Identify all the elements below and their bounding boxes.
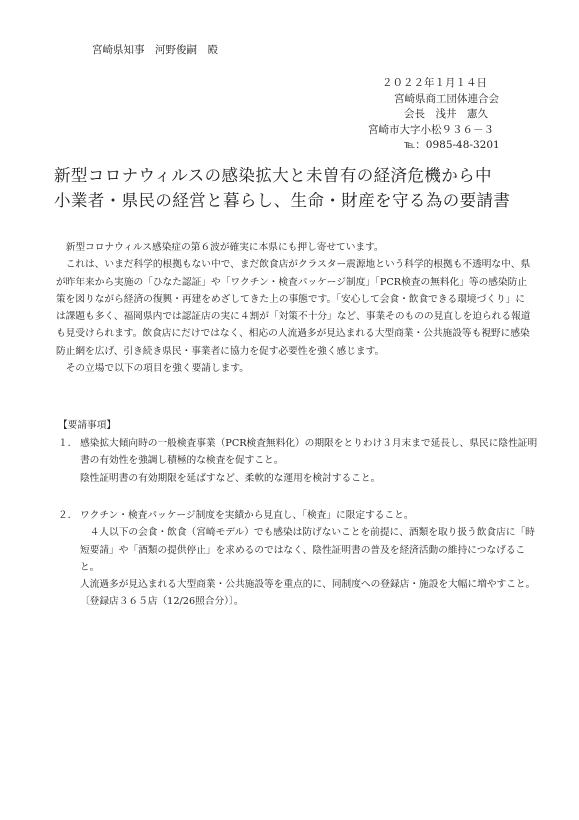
requests-header: 【要請事項】 bbox=[58, 420, 117, 431]
request-2-paragraph-1: ワクチン・検査パッケージ制度を実績から見直し、「検査」に限定すること。 bbox=[80, 510, 414, 521]
request-number: １． bbox=[58, 438, 78, 449]
request-1-paragraph-2: 陰性証明書の有効期限を延ばすなど、柔軟的な運用を検討すること。 bbox=[80, 472, 381, 484]
request-1-paragraph-1: 感染拡大傾向時の一般検査事業（PCR検査無料化）の期限をとりわけ３月末まで延長し、県民に陰性証明書の有効性を強調し積極的な検査を促すこと。 bbox=[80, 438, 538, 467]
letter-body bbox=[56, 239, 534, 377]
document-title bbox=[54, 163, 544, 213]
body-paragraph-2: これは、いまだ科学的根拠もない中で、まだ飲食店がクラスター震源地という科学的根拠も不透明な中、県が昨年来から実施の「ひなた認証」や「ワクチン・検査パッケージ制度」「PCR検査の無料化」等の感染防止策を図りながら経済の復興・再建をめざしてきた上の事態です。「安心して会食・飲食できる環境づくり」には課題も多く、福岡県内では認証店の実に４割が「対策不十分」など、事業そのものの見直しを迫られる報道も見受けられます。飲食店にだけではなく、相応の人流過多が見込まれる大型商業・公共施設等も視野に感染防止網を広げ、引き続き県民・事業者に協力を促す必要性を強く感じます。 bbox=[56, 259, 531, 357]
letter-date: ２０２２年１月１４日 bbox=[382, 77, 487, 89]
addressee: 宮崎県知事 河野俊嗣 殿 bbox=[92, 44, 218, 56]
sender-address: 宮崎市大字小松９３６－３ bbox=[368, 123, 494, 136]
sender-tel: ℡：0985-48-3201 bbox=[404, 139, 500, 151]
request-item-1 bbox=[58, 435, 538, 487]
body-paragraph-1: 新型コロナウィルス感染症の第６波が確実に本県にも押し寄せています。 bbox=[65, 242, 384, 253]
request-2-paragraph-2: ４人以下の会食・飲食（宮崎モデル）でも感染は防げないことを前提に、酒類を取り扱う飲食店に「時短要請」や「酒類の提供停止」を求めるのではなく、陰性証明書の普及を経済活動の維持につなげること。 bbox=[80, 527, 535, 573]
title-line-2: 小業者・県民の経営と暮らし、生命・財産を守る為の要請書 bbox=[54, 191, 511, 210]
request-text bbox=[80, 507, 538, 611]
request-item-2 bbox=[58, 507, 538, 611]
sender-block bbox=[368, 76, 558, 154]
sender-president: 会長 浅井 憲久 bbox=[404, 108, 488, 120]
request-number: ２． bbox=[58, 510, 78, 521]
sender-organization: 宮崎県商工団体連合会 bbox=[394, 92, 499, 105]
title-line-1: 新型コロナウィルスの感染拡大と未曽有の経済危機から中 bbox=[54, 166, 492, 185]
request-2-paragraph-3: 人流過多が見込まれる大型商業・公共施設等を重点的に、同制度への登録店・施設を大幅に増やすこと。〔登録店３６５店（12/26照合分）〕。 bbox=[80, 579, 536, 608]
request-text bbox=[80, 435, 538, 487]
body-paragraph-3: その立場で以下の項目を強く要請します。 bbox=[65, 363, 249, 375]
